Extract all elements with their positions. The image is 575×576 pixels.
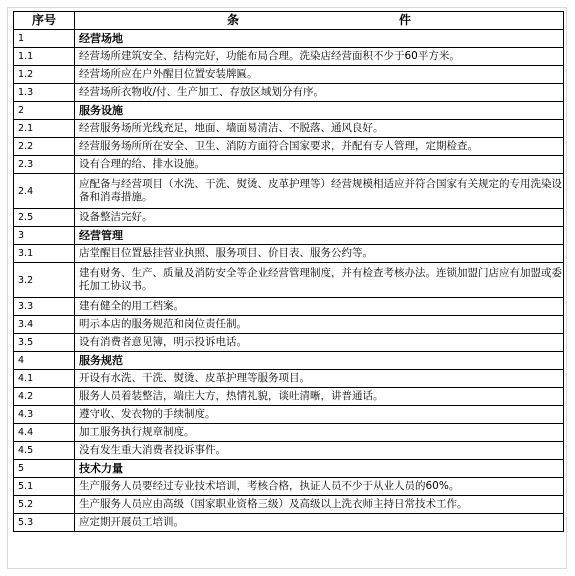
section-row: [14, 460, 564, 478]
header-cond-right: 件: [399, 13, 412, 27]
table-row: [14, 84, 564, 102]
table-row: [14, 174, 564, 209]
table-row: [14, 48, 564, 66]
table-row: [14, 138, 564, 156]
row-number: 4.5: [14, 442, 75, 460]
table-row: [14, 388, 564, 406]
row-number: 2.1: [14, 120, 75, 138]
row-number: 1.1: [14, 48, 75, 66]
condition-text: 生产服务人员应由高级（国家职业资格三级）及高级以上洗衣师主持日常技术工作。: [75, 496, 564, 514]
table-row: [14, 442, 564, 460]
section-row: [14, 102, 564, 120]
row-number: 4.3: [14, 406, 75, 424]
condition-text: 生产服务人员要经过专业技术培训，考核合格，执证人员不少于从业人员的60%。: [75, 478, 564, 496]
table-header-row: [14, 12, 564, 30]
row-number: 3.4: [14, 316, 75, 334]
row-number: 4.1: [14, 370, 75, 388]
row-number: 2.5: [14, 209, 75, 227]
row-number: 4.4: [14, 424, 75, 442]
table-row: [14, 334, 564, 352]
section-title: 服务设施: [75, 102, 564, 120]
row-number: 1.2: [14, 66, 75, 84]
condition-text: 经营场所衣物收/付、生产加工、存放区域划分有序。: [75, 84, 564, 102]
conditions-table: [13, 11, 564, 532]
row-number: 3.1: [14, 245, 75, 263]
header-no: 序号: [14, 12, 75, 30]
table-row: [14, 298, 564, 316]
condition-text: 建有健全的用工档案。: [75, 298, 564, 316]
condition-text: 经营场所应在户外醒目位置安装牌匾。: [75, 66, 564, 84]
condition-text: 明示本店的服务规范和岗位责任制。: [75, 316, 564, 334]
condition-text: 设有消费者意见簿，明示投诉电话。: [75, 334, 564, 352]
condition-text: 建有财务、生产、质量及消防安全等企业经营管理制度，并有检查考核办法。连锁加盟门店应有加盟或委托加工协议书。: [75, 263, 564, 298]
section-title: 服务规范: [75, 352, 564, 370]
section-row: [14, 352, 564, 370]
section-row: [14, 227, 564, 245]
condition-text: 服务人员着装整洁，端庄大方，热情礼貌，谈吐清晰，讲普通话。: [75, 388, 564, 406]
table-row: [14, 245, 564, 263]
condition-text: 应配备与经营项目（水洗、干洗、熨烫、皮革护理等）经营规模相适应并符合国家有关规定的专用洗染设备和消毒措施。: [75, 174, 564, 209]
section-title: 经营管理: [75, 227, 564, 245]
table-row: [14, 316, 564, 334]
row-number: 2: [14, 102, 75, 120]
table-row: [14, 66, 564, 84]
section-title: 技术力量: [75, 460, 564, 478]
row-number: 3.5: [14, 334, 75, 352]
row-number: 2.3: [14, 156, 75, 174]
header-conditions: [75, 12, 564, 30]
row-number: 1.3: [14, 84, 75, 102]
table-row: [14, 478, 564, 496]
condition-text: 应定期开展员工培训。: [75, 514, 564, 532]
table-row: [14, 370, 564, 388]
row-number: 5.2: [14, 496, 75, 514]
table-row: [14, 156, 564, 174]
row-number: 3.3: [14, 298, 75, 316]
condition-text: 店堂醒目位置悬挂营业执照、服务项目、价目表、服务公约等。: [75, 245, 564, 263]
condition-text: 没有发生重大消费者投诉事件。: [75, 442, 564, 460]
header-cond-left: 条: [226, 13, 239, 27]
condition-text: 经营服务场所光线充足，地面、墙面易清洁、不脱落、通风良好。: [75, 120, 564, 138]
table-row: [14, 496, 564, 514]
table-row: [14, 406, 564, 424]
condition-text: 设有合理的给、排水设施。: [75, 156, 564, 174]
condition-text: 设备整洁完好。: [75, 209, 564, 227]
condition-text: 经营服务场所所在安全、卫生、消防方面符合国家要求，并配有专人管理，定期检查。: [75, 138, 564, 156]
row-number: 5: [14, 460, 75, 478]
table-row: [14, 424, 564, 442]
section-title: 经营场地: [75, 30, 564, 48]
row-number: 5.1: [14, 478, 75, 496]
table-row: [14, 209, 564, 227]
section-row: [14, 30, 564, 48]
row-number: 4.2: [14, 388, 75, 406]
condition-text: 经营场所建筑安全、结构完好，功能布局合理。洗染店经营面积不少于60平方米。: [75, 48, 564, 66]
table-row: [14, 120, 564, 138]
row-number: 2.2: [14, 138, 75, 156]
row-number: 3.2: [14, 263, 75, 298]
table-row: [14, 514, 564, 532]
table-row: [14, 263, 564, 298]
row-number: 4: [14, 352, 75, 370]
condition-text: 遵守收、发衣物的手续制度。: [75, 406, 564, 424]
row-number: 2.4: [14, 174, 75, 209]
row-number: 1: [14, 30, 75, 48]
row-number: 5.3: [14, 514, 75, 532]
condition-text: 开设有水洗、干洗、熨烫、皮革护理等服务项目。: [75, 370, 564, 388]
condition-text: 加工服务执行规章制度。: [75, 424, 564, 442]
row-number: 3: [14, 227, 75, 245]
